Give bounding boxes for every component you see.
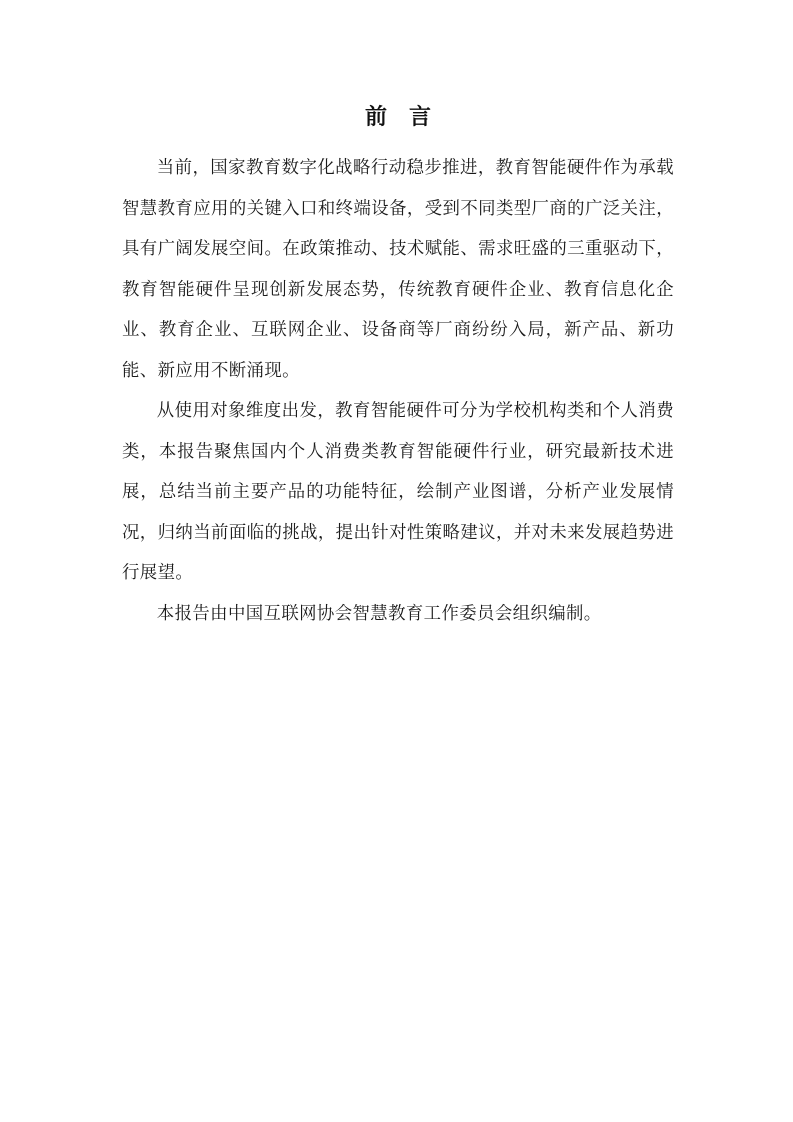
paragraph-scope: 从使用对象维度出发，教育智能硬件可分为学校机构类和个人消费类，本报告聚焦国内个人消费类教育智能硬件行业，研究最新技术进展，总结当前主要产品的功能特征，绘制产业图谱，分析产业发展情况，归纳当前面临的挑战，提出针对性策略建议，并对未来发展趋势进行展望。: [122, 401, 674, 583]
paragraph-author: 本报告由中国互联网协会智慧教育工作委员会组织编制。: [156, 603, 602, 624]
paragraph-intro: 当前，国家教育数字化战略行动稳步推进，教育智能硬件作为承载智慧教育应用的关键入口和终端设备，受到不同类型厂商的广泛关注，具有广阔发展空间。在政策推动、技术赋能、需求旺盛的三重驱动下，教育智能硬件呈现创新发展态势，传统教育硬件企业、教育信息化企业、教育企业、互联网企业、设备商等厂商纷纷入局，新产品、新功能、新应用不断涌现。: [122, 158, 674, 381]
document-page: [122, 96, 674, 634]
document-title: 前言: [364, 105, 453, 130]
